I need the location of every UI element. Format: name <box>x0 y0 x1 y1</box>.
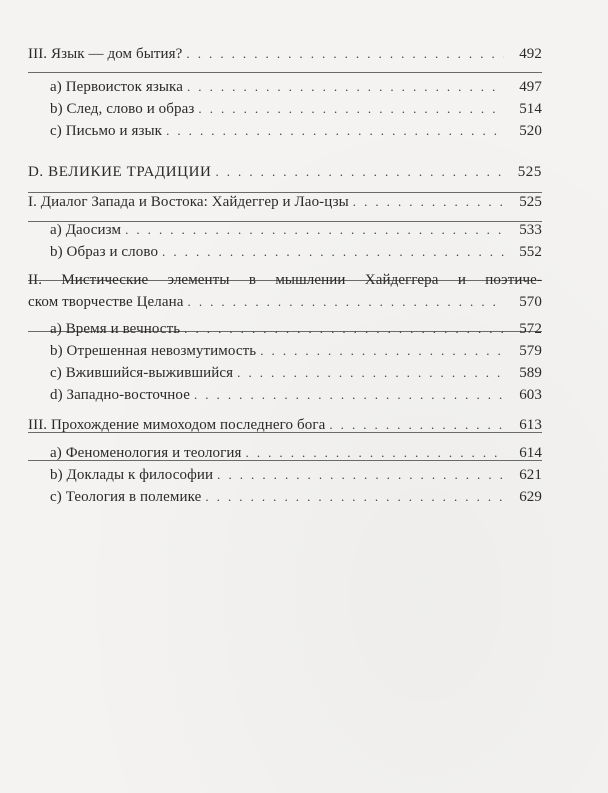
toc-page-number: 520 <box>519 123 542 139</box>
toc-entry-part[interactable] <box>28 162 542 182</box>
toc-page-number: 492 <box>519 46 542 62</box>
toc-entry-title: I. Диалог Запада и Востока: Хайдеггер и Лао-цзы <box>28 194 349 210</box>
toc-page-number: 525 <box>519 194 542 210</box>
toc-leader-dots <box>194 385 504 404</box>
toc-entry-title: b) След, слово и образ <box>50 101 195 117</box>
toc-entry-title: c) Теология в полемике <box>50 489 202 505</box>
toc-entry-title: b) Образ и слово <box>50 244 159 260</box>
toc-entry-title: d) Западно-восточное <box>50 387 190 403</box>
toc-entry-title: b) Отрешенная невозмутимость <box>50 343 257 359</box>
toc-entry-section[interactable] <box>28 341 542 361</box>
toc-leader-dots <box>215 162 504 181</box>
toc-entry-section[interactable] <box>28 99 542 119</box>
toc-page-number: 579 <box>519 343 542 359</box>
toc-leader-dots <box>125 220 504 239</box>
toc-page-number: 533 <box>519 222 542 238</box>
toc-entry-section[interactable] <box>28 319 542 339</box>
toc-leader-dots <box>237 363 504 382</box>
toc-entry-chapter[interactable] <box>28 192 542 212</box>
toc-entry-section[interactable] <box>28 220 542 240</box>
toc-page-number: 525 <box>517 164 542 180</box>
toc-entry-section[interactable] <box>28 121 542 141</box>
toc-leader-dots <box>260 341 504 360</box>
toc-entry-section[interactable] <box>28 465 542 485</box>
toc-leader-dots <box>353 192 504 211</box>
toc-leader-dots <box>186 44 504 63</box>
toc-entry-title: a) Феноменология и теология <box>50 445 242 461</box>
toc-leader-dots <box>246 443 504 462</box>
toc-entry-title: D. ВЕЛИКИЕ ТРАДИЦИИ <box>28 164 212 180</box>
toc-entry-chapter[interactable] <box>28 415 542 435</box>
toc-divider <box>28 72 542 73</box>
toc-leader-dots <box>162 242 504 261</box>
toc-leader-dots <box>198 99 504 118</box>
toc-entry-section[interactable] <box>28 363 542 383</box>
toc-page-number: 572 <box>519 321 542 337</box>
toc-entry-section[interactable] <box>28 443 542 463</box>
toc-leader-dots <box>205 487 504 506</box>
toc-entry-title-line2-row <box>28 292 542 312</box>
toc-entry-chapter[interactable] <box>28 44 542 64</box>
toc-page-number: 514 <box>519 101 542 117</box>
toc-entry-title-line1: II. Мистические элементы в мышлении Хайдеггера и поэтиче- <box>28 272 542 288</box>
toc-entry-title: a) Первоисток языка <box>50 79 183 95</box>
toc-leader-dots <box>166 121 504 140</box>
toc-page-number: 603 <box>519 387 542 403</box>
toc-page-number: 614 <box>519 445 542 461</box>
toc-page-number: 552 <box>519 244 542 260</box>
toc-leader-dots <box>217 465 504 484</box>
toc-leader-dots <box>184 319 504 338</box>
toc-entry-section[interactable] <box>28 385 542 405</box>
toc-page-number: 589 <box>519 365 542 381</box>
toc-entry-section[interactable] <box>28 77 542 97</box>
toc-leader-dots <box>329 415 504 434</box>
toc-leader-dots <box>188 292 504 311</box>
toc-page-number: 570 <box>519 294 542 310</box>
toc-entry-section[interactable] <box>28 242 542 262</box>
toc-entry-title: c) Вжившийся-выжившийся <box>50 365 234 381</box>
toc-page-number: 621 <box>519 467 542 483</box>
toc-entry-title: b) Доклады к философии <box>50 467 214 483</box>
toc-entry-chapter[interactable] <box>28 271 542 312</box>
toc-page-number: 629 <box>519 489 542 505</box>
toc-entry-title: III. Язык — дом бытия? <box>28 46 183 62</box>
toc-leader-dots <box>187 77 504 96</box>
toc-entry-title: III. Прохождение мимоходом последнего бога <box>28 417 326 433</box>
toc-entry-title: a) Даосизм <box>50 222 122 238</box>
toc-page-number: 613 <box>519 417 542 433</box>
toc-page-number: 497 <box>519 79 542 95</box>
toc-entry-title: a) Время и вечность <box>50 321 181 337</box>
toc-entry-title: c) Письмо и язык <box>50 123 163 139</box>
toc-entry-section[interactable] <box>28 487 542 507</box>
toc-entry-title-line2: ском творчестве Целана <box>28 294 184 310</box>
table-of-contents <box>28 44 542 507</box>
